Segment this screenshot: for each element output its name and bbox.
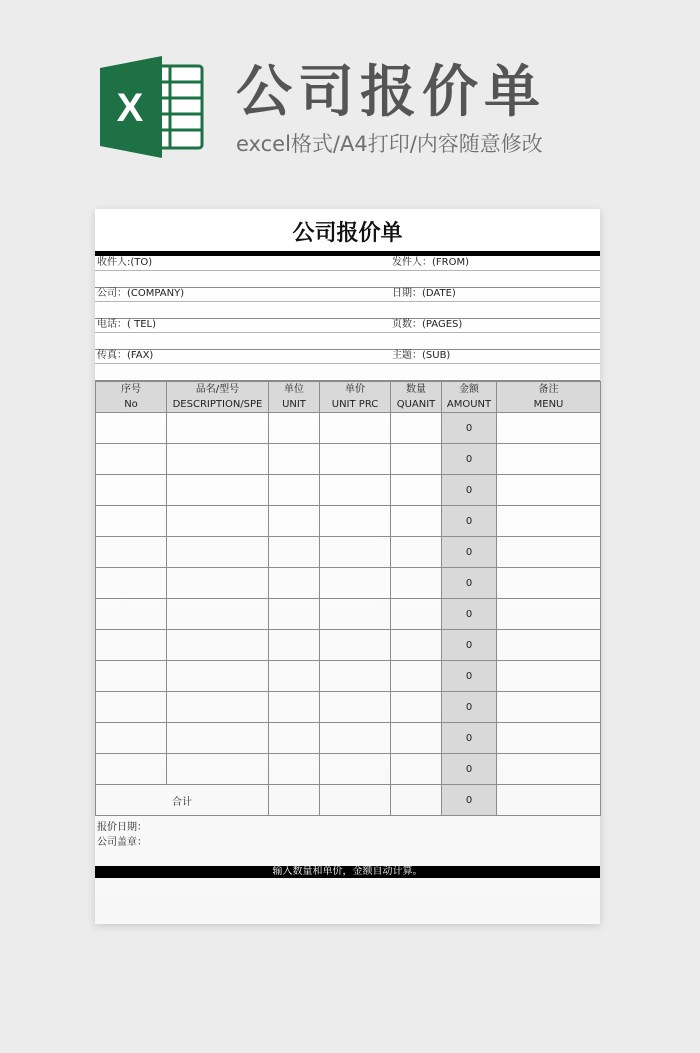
cell-no[interactable] [96,413,167,444]
cell-no[interactable] [96,568,167,599]
cell-quantity[interactable] [391,506,442,537]
table-row [96,568,601,599]
cell-unit-price[interactable] [320,754,391,785]
table-header-row [96,382,601,413]
col-header-unit-price: 单价 UNIT PRC [320,382,391,413]
cell-no[interactable] [96,444,167,475]
col-header-unit: 单位 UNIT [269,382,320,413]
cell-unit-price[interactable] [320,661,391,692]
excel-logo-letter: X [116,86,144,130]
cell-amount: 0 [442,754,497,785]
cell-no[interactable] [96,692,167,723]
cell-no[interactable] [96,723,167,754]
table-row [96,754,601,785]
cell-unit[interactable] [269,506,320,537]
cell-unit-price[interactable] [320,785,391,816]
cell-amount: 0 [442,413,497,444]
cell-quantity[interactable] [391,475,442,506]
cell-quantity[interactable] [391,537,442,568]
table-row [96,692,601,723]
cell-unit-price[interactable] [320,599,391,630]
date-label: 日期：(DATE) [392,288,456,299]
info-row-tel [95,318,600,350]
cell-menu[interactable] [497,754,601,785]
cell-unit-price[interactable] [320,723,391,754]
cell-no[interactable] [96,754,167,785]
tel-label: 电话：( TEL) [97,319,156,330]
cell-quantity[interactable] [391,723,442,754]
company-label: 公司：(COMPANY) [97,288,185,299]
cell-unit-price[interactable] [320,413,391,444]
table-row [96,599,601,630]
info-row-fax [95,349,600,381]
cell-unit-price[interactable] [320,444,391,475]
col-header-no: 序号 No [96,382,167,413]
cell-menu[interactable] [497,723,601,754]
cell-menu[interactable] [497,692,601,723]
cell-menu[interactable] [497,599,601,630]
col-header-menu: 备注 MENU [497,382,601,413]
cell-unit-price[interactable] [320,475,391,506]
cell-no[interactable] [96,599,167,630]
cell-unit[interactable] [269,754,320,785]
cell-menu[interactable] [497,661,601,692]
pages-label: 页数：(PAGES) [392,319,463,330]
cell-unit-price[interactable] [320,630,391,661]
cell-unit-price[interactable] [320,537,391,568]
cell-unit[interactable] [269,723,320,754]
recipient-label: 收件人:(TO) [97,257,153,268]
table-row [96,413,601,444]
cell-unit[interactable] [269,475,320,506]
cell-quantity[interactable] [391,599,442,630]
cell-amount: 0 [442,692,497,723]
info-row-company [95,287,600,319]
quotation-table [95,381,601,816]
cell-description[interactable] [167,475,269,506]
subject-label: 主题：(SUB) [392,350,451,361]
cell-unit[interactable] [269,568,320,599]
cell-amount: 0 [442,723,497,754]
page-subtitle: excel格式/A4打印/内容随意修改 [236,132,543,156]
table-row [96,661,601,692]
cell-unit[interactable] [269,785,320,816]
cell-unit-price[interactable] [320,568,391,599]
total-label: 合计 [96,785,269,816]
cell-unit-price[interactable] [320,692,391,723]
total-row [96,785,601,816]
cell-quantity[interactable] [391,630,442,661]
sheet-title: 公司报价单 [292,221,403,246]
cell-quantity[interactable] [391,692,442,723]
cell-description[interactable] [167,692,269,723]
table-row [96,537,601,568]
cell-description[interactable] [167,413,269,444]
cell-unit[interactable] [269,661,320,692]
cell-amount: 0 [442,475,497,506]
cell-amount: 0 [442,630,497,661]
company-seal-label: 公司盖章： [97,837,147,848]
cell-unit[interactable] [269,630,320,661]
table-row [96,723,601,754]
table-row [96,506,601,537]
cell-description[interactable] [167,754,269,785]
cell-amount: 0 [442,506,497,537]
cell-amount: 0 [442,537,497,568]
cell-menu[interactable] [497,444,601,475]
cell-description[interactable] [167,661,269,692]
page-title: 公司报价单 [236,60,546,125]
col-header-quantity: 数量 QUANIT [391,382,442,413]
cell-quantity[interactable] [391,568,442,599]
cell-amount: 0 [442,599,497,630]
cell-menu[interactable] [497,475,601,506]
cell-quantity[interactable] [391,661,442,692]
cell-quantity[interactable] [391,413,442,444]
cell-unit[interactable] [269,692,320,723]
cell-quantity[interactable] [391,785,442,816]
cell-description[interactable] [167,568,269,599]
cell-amount: 0 [442,568,497,599]
cell-unit[interactable] [269,413,320,444]
fax-label: 传真：(FAX) [97,350,154,361]
cell-description[interactable] [167,537,269,568]
cell-no[interactable] [96,506,167,537]
table-row [96,444,601,475]
cell-menu[interactable] [497,785,601,816]
cell-unit-price[interactable] [320,506,391,537]
col-header-description: 品名/型号 DESCRIPTION/SPE [167,382,269,413]
cell-amount: 0 [442,661,497,692]
sender-label: 发件人：(FROM) [392,257,470,268]
cell-menu[interactable] [497,506,601,537]
cell-no[interactable] [96,661,167,692]
table-row [96,475,601,506]
cell-unit[interactable] [269,599,320,630]
excel-logo-icon [100,56,205,158]
cell-unit[interactable] [269,444,320,475]
cell-quantity[interactable] [391,754,442,785]
cell-menu[interactable] [497,537,601,568]
col-header-amount: 金额 AMOUNT [442,382,497,413]
cell-menu[interactable] [497,630,601,661]
quote-date-label: 报价日期： [97,822,147,833]
total-amount: 0 [442,785,497,816]
cell-menu[interactable] [497,568,601,599]
cell-description[interactable] [167,444,269,475]
cell-description[interactable] [167,723,269,754]
cell-amount: 0 [442,444,497,475]
cell-quantity[interactable] [391,444,442,475]
cell-menu[interactable] [497,413,601,444]
cell-description[interactable] [167,506,269,537]
cell-no[interactable] [96,475,167,506]
cell-description[interactable] [167,630,269,661]
footer-note: 输入数量和单价，金额自动计算。 [95,866,600,878]
cell-no[interactable] [96,537,167,568]
table-row [96,630,601,661]
cell-description[interactable] [167,599,269,630]
cell-no[interactable] [96,630,167,661]
quotation-sheet [95,209,600,924]
info-row-to [95,256,600,288]
cell-unit[interactable] [269,537,320,568]
